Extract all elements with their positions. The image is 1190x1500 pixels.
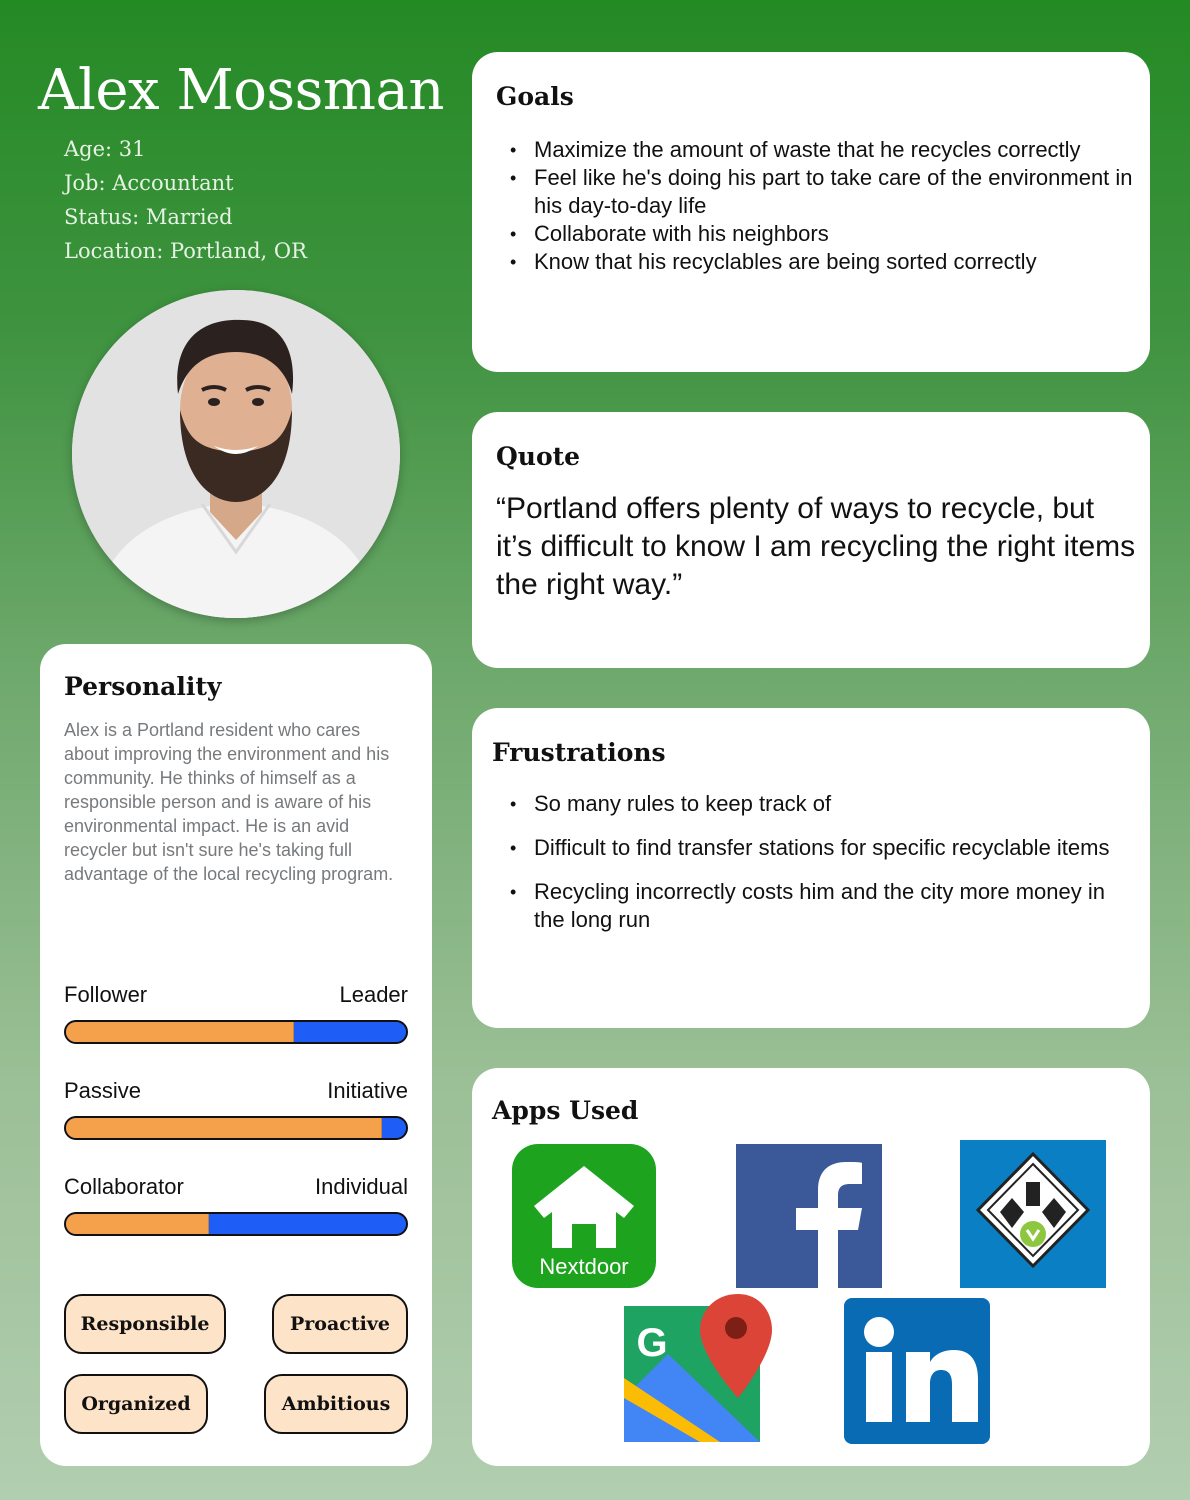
personality-title: Personality: [64, 672, 222, 701]
list-item: • So many rules to keep track of: [496, 790, 1136, 818]
trait-tag: Ambitious: [264, 1374, 408, 1434]
persona-location: Location: Portland, OR: [64, 239, 307, 263]
nextdoor-icon: [512, 1144, 656, 1288]
trait-tag: Organized: [64, 1374, 208, 1434]
persona-name: Alex Mossman: [38, 58, 444, 123]
slider-right-label: Individual: [315, 1174, 408, 1199]
frustrations-card: [472, 708, 1150, 1028]
avatar: [72, 290, 400, 618]
slider-left-label: Passive: [64, 1078, 142, 1103]
persona-age: Age: 31: [64, 137, 146, 161]
slider-initiative: [64, 1116, 408, 1140]
list-item: • Feel like he's doing his part to take care of the environment in his day-to-day life: [496, 164, 1136, 220]
personality-description: Alex is a Portland resident who cares about improving the environment and his community. He thinks of himself as a responsible person and is aware of his environmental impact. He is an avid recycler but isn't sure he's taking full advantage of the local recycling program.: [64, 720, 394, 884]
slider-left-label: Collaborator: [64, 1174, 184, 1199]
recycling-app-icon: [960, 1140, 1106, 1288]
goals-list: [496, 136, 1136, 276]
slider-left-label: Follower: [64, 982, 148, 1007]
apps-card: [472, 1068, 1150, 1466]
list-item: • Recycling incorrectly costs him and the city more money in the long run: [496, 878, 1136, 934]
persona-status: Status: Married: [64, 205, 233, 229]
google-maps-icon: [624, 1294, 772, 1446]
goals-title: Goals: [496, 82, 574, 111]
slider-labels-collaboration: [64, 1174, 408, 1200]
goals-card: [472, 52, 1150, 372]
list-item: • Difficult to find transfer stations for specific recyclable items: [496, 834, 1136, 862]
slider-labels-initiative: [64, 1078, 408, 1104]
slider-leadership: [64, 1020, 408, 1044]
svg-text:G: G: [636, 1321, 668, 1365]
frustrations-list: [496, 790, 1136, 934]
persona-job: Job: Accountant: [64, 171, 234, 195]
list-item: • Collaborate with his neighbors: [496, 220, 1136, 248]
quote-title: Quote: [496, 442, 581, 471]
trait-tag: Proactive: [272, 1294, 408, 1354]
facebook-icon: [736, 1144, 882, 1288]
linkedin-icon: [844, 1298, 990, 1444]
persona-info: [64, 132, 307, 268]
list-item: • Know that his recyclables are being sorted correctly: [496, 248, 1136, 276]
quote-card: [472, 412, 1150, 668]
apps-title: Apps Used: [492, 1096, 639, 1125]
slider-fill: [66, 1214, 209, 1234]
list-item: • Maximize the amount of waste that he recycles correctly: [496, 136, 1136, 164]
slider-right-label: Leader: [339, 982, 408, 1007]
slider-fill: [66, 1118, 382, 1138]
quote-text: “Portland offers plenty of ways to recycle, but it’s difficult to know I am recycling the right items the right way.”: [496, 492, 1136, 601]
slider-fill: [66, 1022, 294, 1042]
trait-tag: Responsible: [64, 1294, 226, 1354]
slider-collaboration: [64, 1212, 408, 1236]
personality-card: [40, 644, 432, 1466]
slider-right-label: Initiative: [327, 1078, 408, 1103]
nextdoor-label: Nextdoor: [539, 1254, 629, 1279]
frustrations-title: Frustrations: [492, 738, 666, 767]
slider-labels-leadership: [64, 982, 408, 1008]
